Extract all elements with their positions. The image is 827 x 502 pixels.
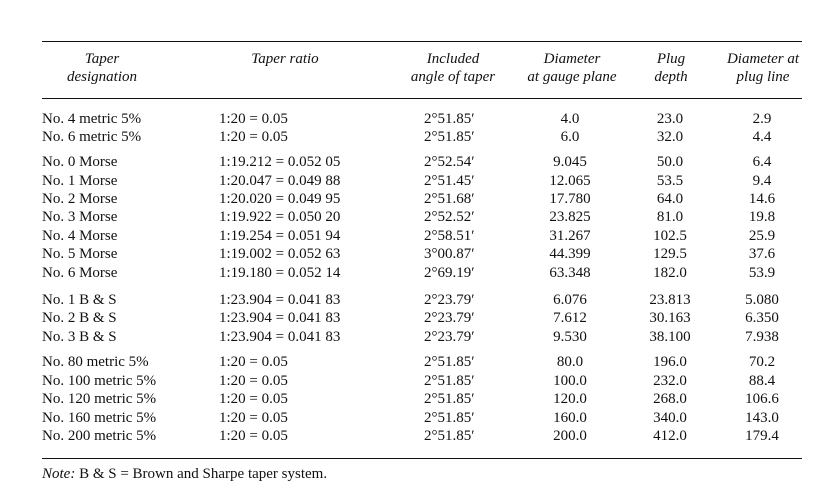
- row-angle: 2°51.85′: [424, 111, 475, 127]
- row-diameter: 9.530: [553, 329, 587, 345]
- row-ratio: 1:23.904 = 0.041 83: [219, 329, 341, 345]
- row-plug-line-diameter: 106.6: [745, 391, 779, 407]
- row-ratio: 1:19.212 = 0.052 05: [219, 154, 341, 170]
- row-diameter: 31.267: [549, 228, 591, 244]
- row-plug-depth: 232.0: [653, 373, 687, 389]
- table-row: [0, 110, 827, 128]
- row-plug-depth: 196.0: [653, 354, 687, 370]
- table-row: [0, 190, 827, 208]
- header-diameter-line2: at gauge plane: [527, 69, 617, 85]
- row-angle: 2°23.79′: [424, 329, 475, 345]
- header-ratio-line1: Taper ratio: [251, 51, 319, 67]
- row-ratio: 1:20 = 0.05: [219, 111, 288, 127]
- row-plug-line-diameter: 88.4: [748, 373, 776, 389]
- row-plug-depth: 23.0: [656, 111, 684, 127]
- row-name: No. 4 metric 5%: [42, 111, 142, 127]
- header-plug-line: [718, 50, 808, 86]
- table-row: [0, 353, 827, 371]
- row-angle: 2°51.85′: [424, 391, 475, 407]
- row-name: No. 160 metric 5%: [42, 410, 157, 426]
- row-ratio: 1:23.904 = 0.041 83: [219, 310, 341, 326]
- row-diameter: 23.825: [549, 209, 591, 225]
- row-plug-depth: 102.5: [653, 228, 687, 244]
- table-row: [0, 309, 827, 327]
- row-plug-depth: 32.0: [656, 129, 684, 145]
- row-ratio: 1:20 = 0.05: [219, 410, 288, 426]
- header-plug-line-line2: plug line: [736, 69, 790, 85]
- row-plug-line-diameter: 70.2: [748, 354, 776, 370]
- table-row: [0, 128, 827, 146]
- table-row: [0, 245, 827, 263]
- header-plug-depth: [640, 50, 702, 86]
- row-plug-depth: 64.0: [656, 191, 684, 207]
- row-plug-line-diameter: 25.9: [748, 228, 776, 244]
- row-plug-depth: 30.163: [649, 310, 691, 326]
- row-ratio: 1:19.180 = 0.052 14: [219, 265, 341, 281]
- row-plug-depth: 182.0: [653, 265, 687, 281]
- row-name: No. 200 metric 5%: [42, 428, 157, 444]
- row-plug-line-diameter: 143.0: [745, 410, 779, 426]
- row-angle: 2°23.79′: [424, 292, 475, 308]
- bottom-rule: [42, 458, 802, 459]
- table-row: [0, 372, 827, 390]
- row-plug-depth: 23.813: [649, 292, 691, 308]
- row-name: No. 4 Morse: [42, 228, 118, 244]
- header-diameter: [518, 50, 626, 86]
- row-diameter: 6.0: [560, 129, 580, 145]
- header-designation-line1: Taper: [84, 51, 120, 67]
- header-plug-line-line1: Diameter at: [726, 51, 800, 67]
- row-plug-depth: 129.5: [653, 246, 687, 262]
- row-ratio: 1:20 = 0.05: [219, 428, 288, 444]
- row-diameter: 12.065: [549, 173, 591, 189]
- row-plug-depth: 412.0: [653, 428, 687, 444]
- row-diameter: 7.612: [553, 310, 587, 326]
- note-label: Note:: [42, 466, 76, 482]
- row-plug-line-diameter: 19.8: [748, 209, 776, 225]
- row-diameter: 160.0: [553, 410, 587, 426]
- row-name: No. 2 B & S: [42, 310, 117, 326]
- header-designation-line2: designation: [67, 69, 137, 85]
- row-ratio: 1:20.047 = 0.049 88: [219, 173, 341, 189]
- row-ratio: 1:20 = 0.05: [219, 373, 288, 389]
- row-ratio: 1:20 = 0.05: [219, 391, 288, 407]
- table-row: [0, 291, 827, 309]
- row-angle: 2°52.54′: [424, 154, 475, 170]
- row-plug-line-diameter: 37.6: [748, 246, 776, 262]
- header-designation: [52, 50, 152, 86]
- row-plug-line-diameter: 5.080: [745, 292, 779, 308]
- row-diameter: 6.076: [553, 292, 587, 308]
- row-angle: 2°51.45′: [424, 173, 475, 189]
- row-plug-line-diameter: 14.6: [748, 191, 776, 207]
- table-row: [0, 208, 827, 226]
- row-plug-line-diameter: 7.938: [745, 329, 779, 345]
- row-name: No. 3 B & S: [42, 329, 117, 345]
- table-row: [0, 390, 827, 408]
- header-angle-line1: Included: [426, 51, 480, 67]
- row-diameter: 17.780: [549, 191, 591, 207]
- row-angle: 2°51.85′: [424, 373, 475, 389]
- header-plug-depth-line1: Plug: [656, 51, 686, 67]
- table-row: [0, 264, 827, 282]
- row-plug-depth: 340.0: [653, 410, 687, 426]
- row-angle: 2°51.68′: [424, 191, 475, 207]
- row-diameter: 9.045: [553, 154, 587, 170]
- table-row: [0, 153, 827, 171]
- row-diameter: 120.0: [553, 391, 587, 407]
- row-ratio: 1:19.922 = 0.050 20: [219, 209, 341, 225]
- row-name: No. 0 Morse: [42, 154, 118, 170]
- row-diameter: 200.0: [553, 428, 587, 444]
- row-diameter: 80.0: [556, 354, 584, 370]
- note-text: B & S = Brown and Sharpe taper system.: [75, 466, 328, 482]
- row-plug-depth: 50.0: [656, 154, 684, 170]
- table-row: [0, 227, 827, 245]
- row-diameter: 44.399: [549, 246, 591, 262]
- row-angle: 2°51.85′: [424, 354, 475, 370]
- row-angle: 2°52.52′: [424, 209, 475, 225]
- header-ratio: [230, 50, 340, 68]
- header-rule: [42, 98, 802, 99]
- row-plug-depth: 53.5: [656, 173, 684, 189]
- table-row: [0, 172, 827, 190]
- row-angle: 2°23.79′: [424, 310, 475, 326]
- top-rule: [42, 41, 802, 42]
- row-angle: 3°00.87′: [424, 246, 475, 262]
- table-note: [42, 465, 327, 483]
- row-name: No. 3 Morse: [42, 209, 118, 225]
- header-plug-depth-line2: depth: [654, 69, 688, 85]
- row-name: No. 1 B & S: [42, 292, 117, 308]
- row-ratio: 1:20 = 0.05: [219, 354, 288, 370]
- row-ratio: 1:19.254 = 0.051 94: [219, 228, 341, 244]
- row-diameter: 63.348: [549, 265, 591, 281]
- row-angle: 2°51.85′: [424, 129, 475, 145]
- header-angle-line2: angle of taper: [410, 69, 496, 85]
- row-name: No. 5 Morse: [42, 246, 118, 262]
- row-plug-line-diameter: 9.4: [752, 173, 772, 189]
- row-name: No. 1 Morse: [42, 173, 118, 189]
- row-plug-depth: 81.0: [656, 209, 684, 225]
- table-row: [0, 427, 827, 445]
- row-plug-depth: 268.0: [653, 391, 687, 407]
- row-ratio: 1:19.002 = 0.052 63: [219, 246, 341, 262]
- row-name: No. 6 metric 5%: [42, 129, 142, 145]
- row-angle: 2°58.51′: [424, 228, 475, 244]
- row-diameter: 4.0: [560, 111, 580, 127]
- row-name: No. 80 metric 5%: [42, 354, 149, 370]
- row-angle: 2°69.19′: [424, 265, 475, 281]
- row-ratio: 1:23.904 = 0.041 83: [219, 292, 341, 308]
- row-ratio: 1:20.020 = 0.049 95: [219, 191, 341, 207]
- row-plug-line-diameter: 179.4: [745, 428, 779, 444]
- row-name: No. 2 Morse: [42, 191, 118, 207]
- row-name: No. 6 Morse: [42, 265, 118, 281]
- header-diameter-line1: Diameter: [543, 51, 601, 67]
- table-row: [0, 409, 827, 427]
- header-angle: [398, 50, 508, 86]
- table-row: [0, 328, 827, 346]
- row-ratio: 1:20 = 0.05: [219, 129, 288, 145]
- row-angle: 2°51.85′: [424, 410, 475, 426]
- row-plug-line-diameter: 6.350: [745, 310, 779, 326]
- row-name: No. 100 metric 5%: [42, 373, 157, 389]
- row-plug-depth: 38.100: [649, 329, 691, 345]
- row-diameter: 100.0: [553, 373, 587, 389]
- row-plug-line-diameter: 6.4: [752, 154, 772, 170]
- row-plug-line-diameter: 2.9: [752, 111, 772, 127]
- row-angle: 2°51.85′: [424, 428, 475, 444]
- row-name: No. 120 metric 5%: [42, 391, 157, 407]
- row-plug-line-diameter: 4.4: [752, 129, 772, 145]
- row-plug-line-diameter: 53.9: [748, 265, 776, 281]
